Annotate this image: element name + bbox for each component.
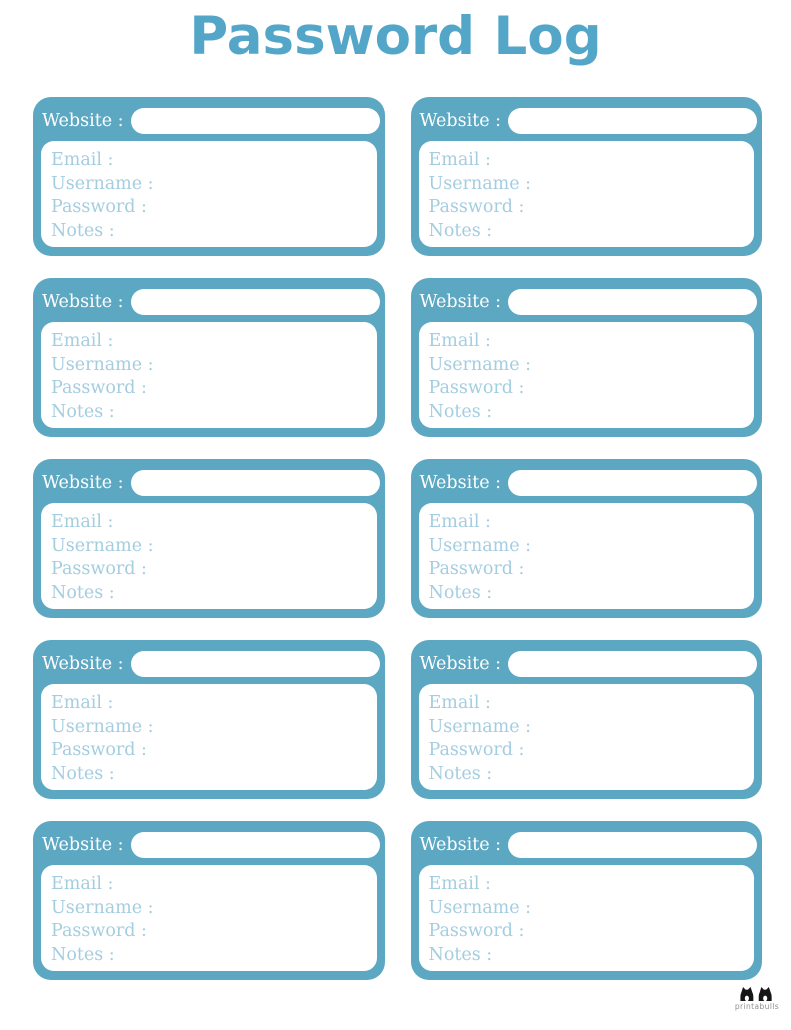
card-fields [41, 503, 377, 609]
email-label: Email : [51, 512, 114, 532]
card-fields [41, 141, 377, 247]
username-label: Username : [51, 897, 154, 918]
website-label: Website : [419, 110, 502, 131]
username-row [429, 897, 745, 921]
password-row [51, 920, 367, 944]
website-label: Website : [419, 834, 502, 855]
card-header [33, 459, 385, 503]
email-label: Email : [428, 693, 491, 713]
email-row [429, 692, 745, 716]
website-input[interactable] [131, 651, 380, 677]
username-row [51, 897, 367, 921]
card-header [411, 821, 763, 865]
website-input[interactable] [508, 470, 757, 496]
email-row [429, 330, 745, 354]
password-row [429, 558, 745, 582]
username-label: Username : [51, 535, 154, 556]
website-label: Website : [42, 291, 124, 312]
username-row [51, 173, 367, 197]
password-row [51, 196, 367, 220]
notes-row [429, 220, 745, 244]
notes-row [429, 763, 745, 787]
email-row [51, 149, 367, 173]
password-card [411, 97, 763, 256]
username-row [51, 354, 367, 378]
card-fields [41, 684, 377, 790]
notes-row [51, 944, 367, 968]
username-label: Username : [51, 716, 154, 737]
website-label: Website : [419, 653, 502, 674]
notes-label: Notes : [428, 582, 493, 603]
card-header [33, 640, 385, 684]
card-header [33, 97, 385, 141]
email-row [51, 692, 367, 716]
password-label: Password : [51, 740, 147, 760]
email-label: Email : [51, 693, 114, 713]
email-label: Email : [428, 874, 491, 894]
password-card [33, 640, 385, 799]
password-row [429, 739, 745, 763]
notes-label: Notes : [51, 944, 115, 965]
username-row [429, 535, 745, 559]
card-fields [419, 322, 755, 428]
website-label: Website : [42, 653, 124, 674]
username-row [429, 354, 745, 378]
password-row [51, 739, 367, 763]
website-label: Website : [42, 472, 124, 493]
email-row [429, 149, 745, 173]
email-label: Email : [51, 331, 114, 351]
card-header [411, 278, 763, 322]
password-row [51, 558, 367, 582]
password-card [33, 97, 385, 256]
email-label: Email : [51, 874, 114, 894]
email-label: Email : [428, 512, 491, 532]
notes-row [51, 220, 367, 244]
password-row [429, 920, 745, 944]
website-input[interactable] [131, 108, 380, 134]
website-input[interactable] [508, 289, 757, 315]
username-label: Username : [428, 716, 532, 737]
email-row [429, 873, 745, 897]
card-header [33, 821, 385, 865]
notes-label: Notes : [428, 763, 493, 784]
card-header [411, 640, 763, 684]
password-card [411, 278, 763, 437]
notes-row [51, 582, 367, 606]
email-row [51, 511, 367, 535]
username-label: Username : [428, 535, 532, 556]
username-label: Username : [428, 897, 532, 918]
card-header [33, 278, 385, 322]
website-input[interactable] [131, 289, 380, 315]
password-label: Password : [51, 921, 147, 941]
password-card [33, 278, 385, 437]
notes-row [429, 401, 745, 425]
card-fields [419, 141, 755, 247]
email-label: Email : [428, 150, 491, 170]
username-label: Username : [428, 173, 532, 194]
password-label: Password : [51, 197, 147, 217]
email-row [51, 330, 367, 354]
username-label: Username : [428, 354, 532, 375]
notes-label: Notes : [51, 401, 115, 422]
card-fields [419, 865, 755, 971]
notes-row [429, 582, 745, 606]
email-label: Email : [428, 331, 491, 351]
website-input[interactable] [508, 651, 757, 677]
notes-label: Notes : [51, 582, 115, 603]
card-fields [419, 684, 755, 790]
password-card [33, 459, 385, 618]
password-row [429, 377, 745, 401]
website-input[interactable] [131, 470, 380, 496]
password-row [429, 196, 745, 220]
notes-label: Notes : [51, 220, 115, 241]
notes-label: Notes : [428, 220, 493, 241]
brand-name: printabulls [734, 1002, 780, 1011]
notes-row [429, 944, 745, 968]
password-label: Password : [51, 559, 147, 579]
password-label: Password : [51, 378, 147, 398]
email-row [51, 873, 367, 897]
password-card [33, 821, 385, 980]
card-header [411, 459, 763, 503]
password-label: Password : [428, 559, 525, 579]
website-label: Website : [42, 834, 124, 855]
username-row [51, 716, 367, 740]
password-row [51, 377, 367, 401]
card-fields [419, 503, 755, 609]
website-input[interactable] [508, 108, 757, 134]
password-card [411, 459, 763, 618]
page-title: Password Log [189, 6, 602, 67]
password-card [411, 640, 763, 799]
username-row [429, 173, 745, 197]
password-label: Password : [428, 378, 525, 398]
card-fields [41, 865, 377, 971]
notes-row [51, 763, 367, 787]
password-label: Password : [428, 740, 525, 760]
card-grid [33, 97, 762, 980]
username-row [429, 716, 745, 740]
website-label: Website : [42, 110, 124, 131]
website-input[interactable] [508, 832, 757, 858]
username-row [51, 535, 367, 559]
notes-label: Notes : [51, 763, 115, 784]
username-label: Username : [51, 173, 154, 194]
two-dogs-icon [738, 987, 776, 1001]
username-label: Username : [51, 354, 154, 375]
password-label: Password : [428, 921, 525, 941]
notes-row [51, 401, 367, 425]
notes-label: Notes : [428, 401, 493, 422]
brand-logo [728, 987, 786, 1011]
card-header [411, 97, 763, 141]
password-card [411, 821, 763, 980]
notes-label: Notes : [428, 944, 493, 965]
email-row [429, 511, 745, 535]
website-label: Website : [419, 472, 502, 493]
website-input[interactable] [131, 832, 380, 858]
password-label: Password : [428, 197, 525, 217]
website-label: Website : [419, 291, 502, 312]
email-label: Email : [51, 150, 114, 170]
card-fields [41, 322, 377, 428]
